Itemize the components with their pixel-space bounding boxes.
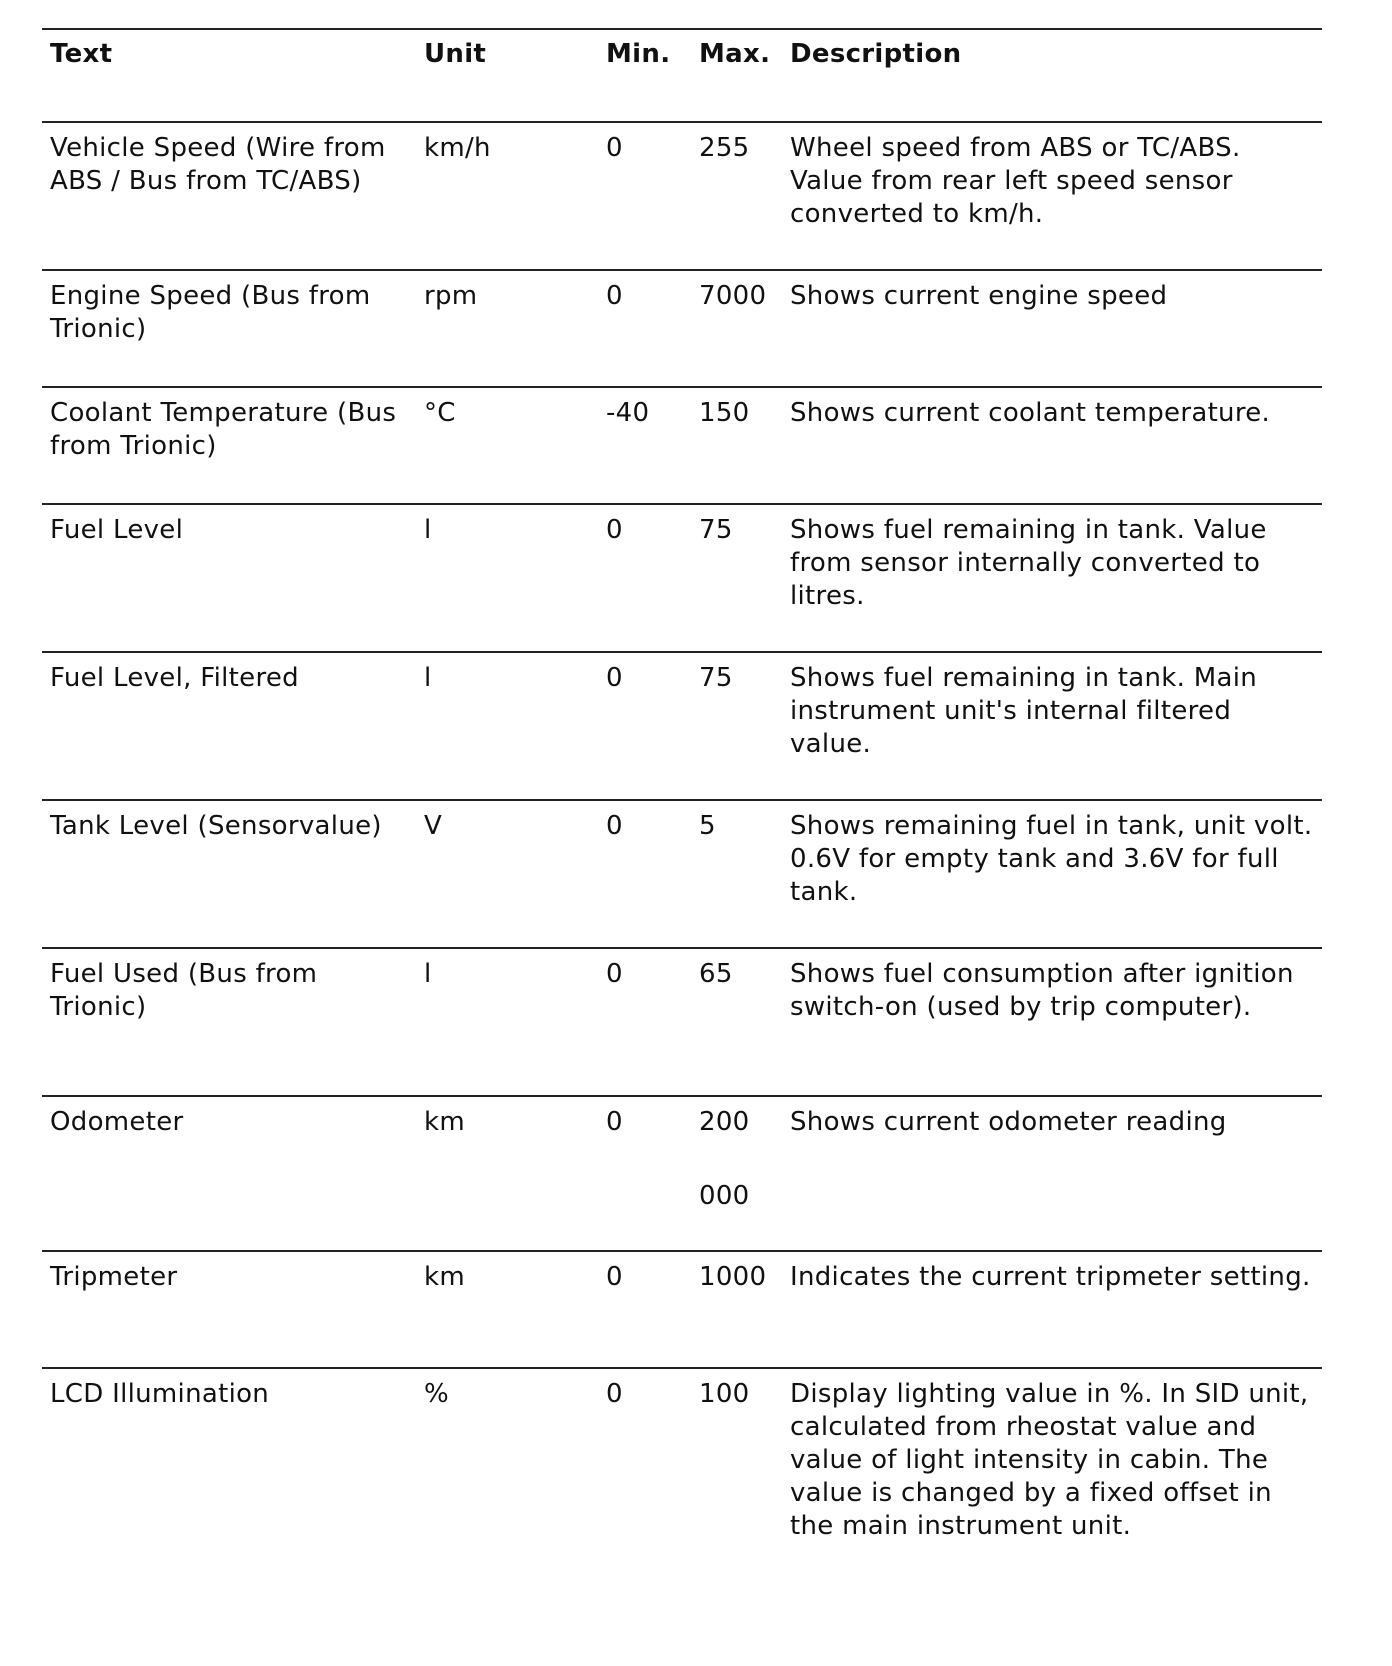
cell-min: 0 bbox=[606, 1262, 623, 1292]
cell-description: Shows current engine speed bbox=[790, 281, 1168, 311]
cell-max: 7000 bbox=[699, 281, 767, 311]
cell-unit: rpm bbox=[424, 281, 478, 311]
cell-description: Display lighting value in %. In SID unit, calculated from rheostat value and value of light intensity in cabin. The value is changed by a fixed offset in the main instrument unit. bbox=[790, 1379, 1309, 1541]
cell-min: -40 bbox=[606, 398, 650, 428]
cell-description: Wheel speed from ABS or TC/ABS. Value from rear left speed sensor converted to km/h. bbox=[790, 133, 1241, 229]
cell-max: 150 bbox=[699, 398, 750, 428]
cell-text: Fuel Level, Filtered bbox=[50, 663, 299, 693]
cell-description: Shows current coolant temperature. bbox=[790, 398, 1271, 428]
table-row bbox=[42, 122, 1322, 270]
table-row bbox=[42, 652, 1322, 800]
cell-unit: l bbox=[424, 515, 432, 545]
cell-max-line2: 000 bbox=[699, 1181, 750, 1211]
cell-unit: °C bbox=[424, 398, 456, 428]
cell-min: 0 bbox=[606, 515, 623, 545]
cell-text: Fuel Used (Bus from Trionic) bbox=[50, 959, 318, 1022]
cell-min: 0 bbox=[606, 1379, 623, 1409]
header-min: Min. bbox=[606, 39, 671, 69]
table-row bbox=[42, 387, 1322, 504]
cell-min: 0 bbox=[606, 811, 623, 841]
cell-text: Engine Speed (Bus from Trionic) bbox=[50, 281, 371, 344]
cell-max bbox=[691, 1096, 782, 1251]
cell-description: Indicates the current tripmeter setting. bbox=[790, 1262, 1311, 1292]
cell-text: Tripmeter bbox=[50, 1262, 178, 1292]
cell-min: 0 bbox=[606, 663, 623, 693]
cell-text: Tank Level (Sensorvalue) bbox=[50, 811, 382, 841]
table-row bbox=[42, 1251, 1322, 1368]
cell-max: 75 bbox=[699, 515, 733, 545]
cell-unit: km/h bbox=[424, 133, 491, 163]
table-row bbox=[42, 1368, 1322, 1558]
cell-unit: l bbox=[424, 959, 432, 989]
cell-text: Coolant Temperature (Bus from Trionic) bbox=[50, 398, 397, 461]
table-row bbox=[42, 948, 1322, 1096]
cell-unit: % bbox=[424, 1379, 450, 1409]
table-body bbox=[42, 122, 1322, 1558]
cell-text: Vehicle Speed (Wire from ABS / Bus from TC/ABS) bbox=[50, 133, 386, 196]
signal-table bbox=[42, 28, 1322, 1558]
table-row bbox=[42, 504, 1322, 652]
cell-max: 5 bbox=[699, 811, 716, 841]
cell-unit: km bbox=[424, 1107, 465, 1137]
header-unit: Unit bbox=[424, 39, 487, 69]
cell-unit: l bbox=[424, 663, 432, 693]
cell-max-line1: 200 bbox=[699, 1107, 750, 1137]
cell-description: Shows fuel consumption after ignition switch-on (used by trip computer). bbox=[790, 959, 1294, 1022]
cell-max: 100 bbox=[699, 1379, 750, 1409]
table-header bbox=[42, 29, 1322, 122]
cell-description: Shows current odometer reading bbox=[790, 1107, 1227, 1137]
cell-min: 0 bbox=[606, 1107, 623, 1137]
cell-unit: V bbox=[424, 811, 443, 841]
cell-min: 0 bbox=[606, 133, 623, 163]
cell-max: 75 bbox=[699, 663, 733, 693]
table-row bbox=[42, 800, 1322, 948]
cell-text: Fuel Level bbox=[50, 515, 184, 545]
header-max: Max. bbox=[699, 39, 771, 69]
cell-unit: km bbox=[424, 1262, 465, 1292]
cell-min: 0 bbox=[606, 959, 623, 989]
cell-max: 255 bbox=[699, 133, 750, 163]
header-description: Description bbox=[790, 39, 962, 69]
header-text: Text bbox=[50, 39, 113, 69]
cell-text: Odometer bbox=[50, 1107, 184, 1137]
cell-description: Shows fuel remaining in tank. Main instrument unit's internal filtered value. bbox=[790, 663, 1258, 759]
cell-min: 0 bbox=[606, 281, 623, 311]
cell-text: LCD Illumination bbox=[50, 1379, 270, 1409]
cell-max: 65 bbox=[699, 959, 733, 989]
table-row bbox=[42, 270, 1322, 387]
header-row bbox=[42, 29, 1322, 122]
table-row bbox=[42, 1096, 1322, 1251]
cell-max: 1000 bbox=[699, 1262, 767, 1292]
cell-description: Shows remaining fuel in tank, unit volt. 0.6V for empty tank and 3.6V for full tank. bbox=[790, 811, 1313, 907]
cell-description: Shows fuel remaining in tank. Value from sensor internally converted to litres. bbox=[790, 515, 1267, 611]
